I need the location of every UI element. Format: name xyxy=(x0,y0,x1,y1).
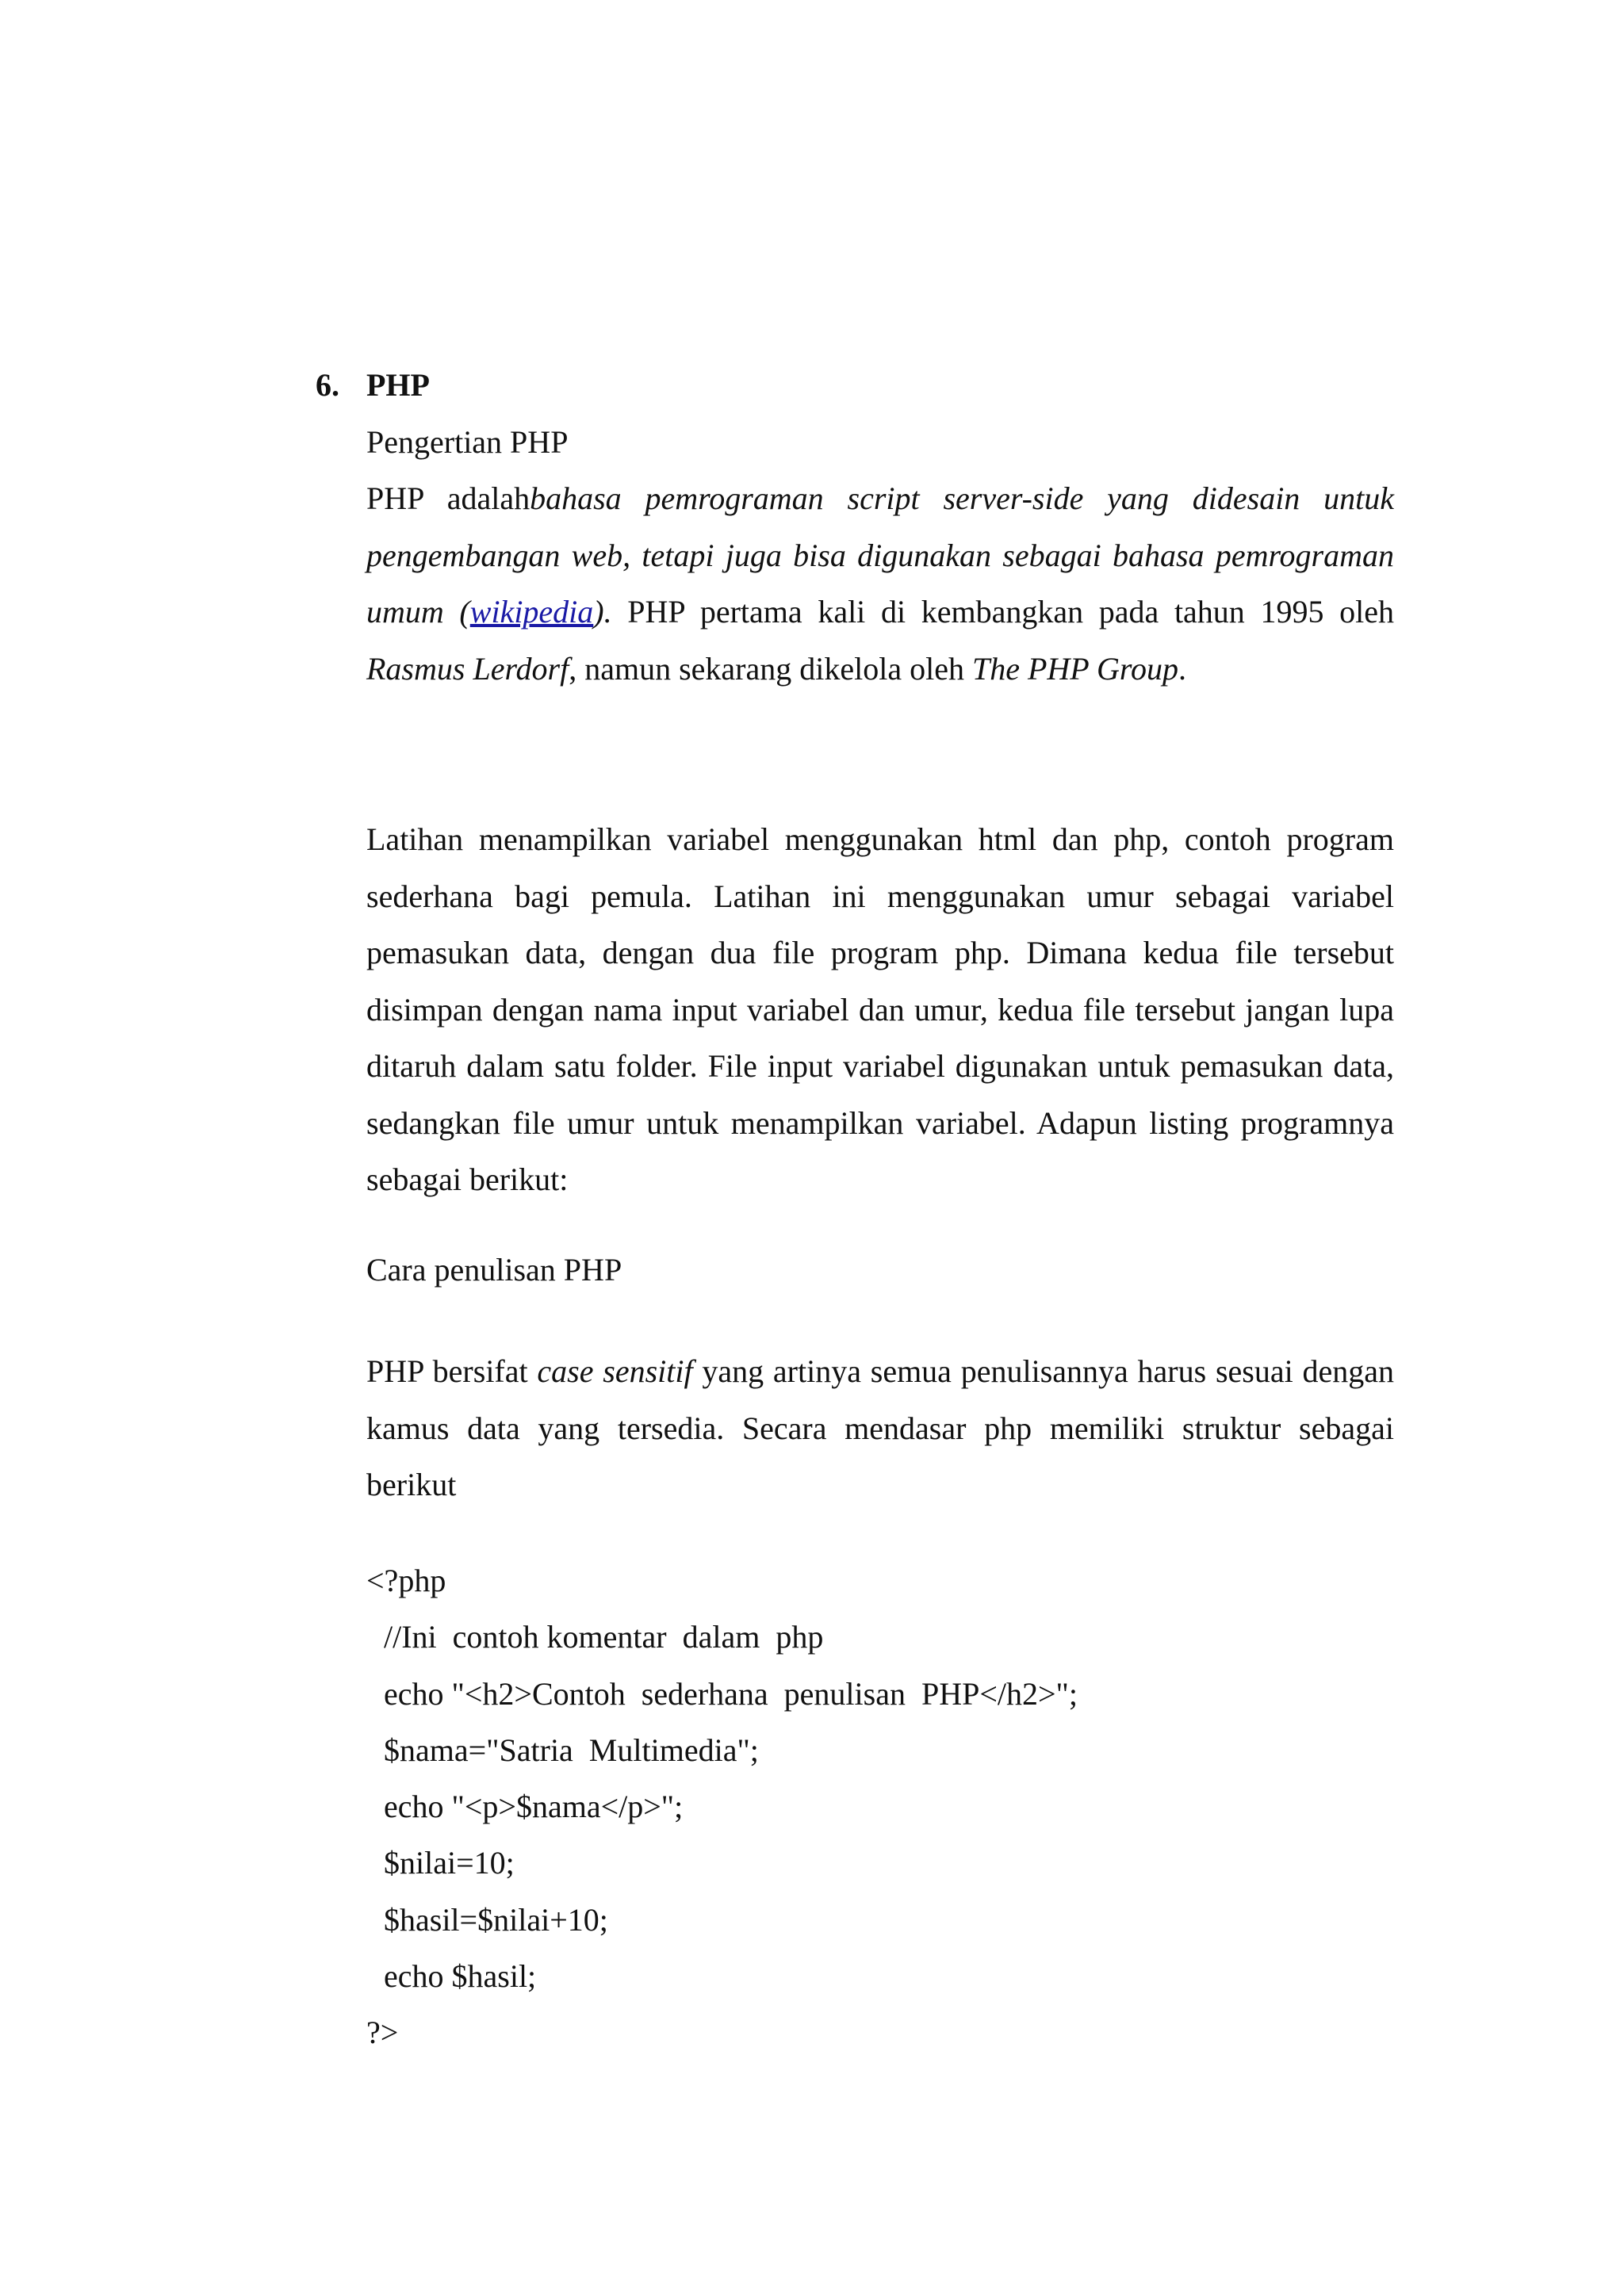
php-group-name: The PHP Group xyxy=(971,650,1178,687)
para1-italic: bahasa pemrograman script server-side yang didesain untuk pengembangan web, tetapi juga bisa digunakan sebagai bahasa pemrograman umum ( xyxy=(366,480,1395,629)
wikipedia-link[interactable]: wikipedia xyxy=(469,594,594,629)
code-line: echo "<h2>Contoh sederhana penulisan PHP</h2>"; xyxy=(384,1675,1078,1712)
case-sensitif-term: case sensitif xyxy=(537,1353,693,1389)
paragraph-definition xyxy=(366,470,1394,697)
paragraph-case-sensitive xyxy=(366,1343,1394,1513)
code-open-tag: <?php xyxy=(366,1563,446,1598)
subtitle-cara-penulisan: Cara penulisan PHP xyxy=(366,1252,622,1288)
code-line: $nama="Satria Multimedia"; xyxy=(384,1732,759,1768)
subtitle-pengertian: Pengertian PHP xyxy=(366,424,569,460)
code-line: $nilai=10; xyxy=(384,1845,515,1881)
para1-italic-close: ). xyxy=(593,594,612,629)
code-line: echo $hasil; xyxy=(384,1958,537,1995)
code-line: echo "<p>$nama</p>"; xyxy=(384,1789,684,1825)
para3-text-2: yang artinya semua penulisannya harus sesuai dengan kamus data yang tersedia. Secara mendasar php memiliki struktur sebagai berikut xyxy=(366,1353,1395,1502)
para1-text-4: . xyxy=(1178,650,1186,687)
php-code-listing xyxy=(366,1552,1394,2061)
para1-text-2: PHP pertama kali di kembangkan pada tahun 1995 oleh xyxy=(611,594,1395,629)
code-line: $hasil=$nilai+10; xyxy=(384,1901,608,1938)
section-title: PHP xyxy=(366,367,430,403)
code-line: //Ini contoh komentar dalam php xyxy=(384,1619,824,1655)
para3-text: PHP bersifat xyxy=(366,1353,538,1389)
code-close-tag: ?> xyxy=(366,2015,399,2051)
para1-text: PHP adalah xyxy=(366,480,530,516)
para1-text-3: , namun sekarang dikelola oleh xyxy=(569,650,972,687)
section-number: 6. xyxy=(316,367,339,403)
paragraph-latihan: Latihan menampilkan variabel menggunakan html dan php, contoh program sederhana bagi pemula. Latihan ini menggunakan umur sebagai variabel pemasukan data, dengan dua file program php. Dimana kedua file tersebut disimpan dengan nama input variabel dan umur, kedua file tersebut jangan lupa ditaruh dalam satu folder. File input variabel digunakan untuk pemasukan data, sedangkan file umur untuk menampilkan variabel. Adapun listing programnya sebagai berikut: xyxy=(366,821,1394,1197)
rasmus-lerdorf-name: Rasmus Lerdorf xyxy=(366,650,569,687)
